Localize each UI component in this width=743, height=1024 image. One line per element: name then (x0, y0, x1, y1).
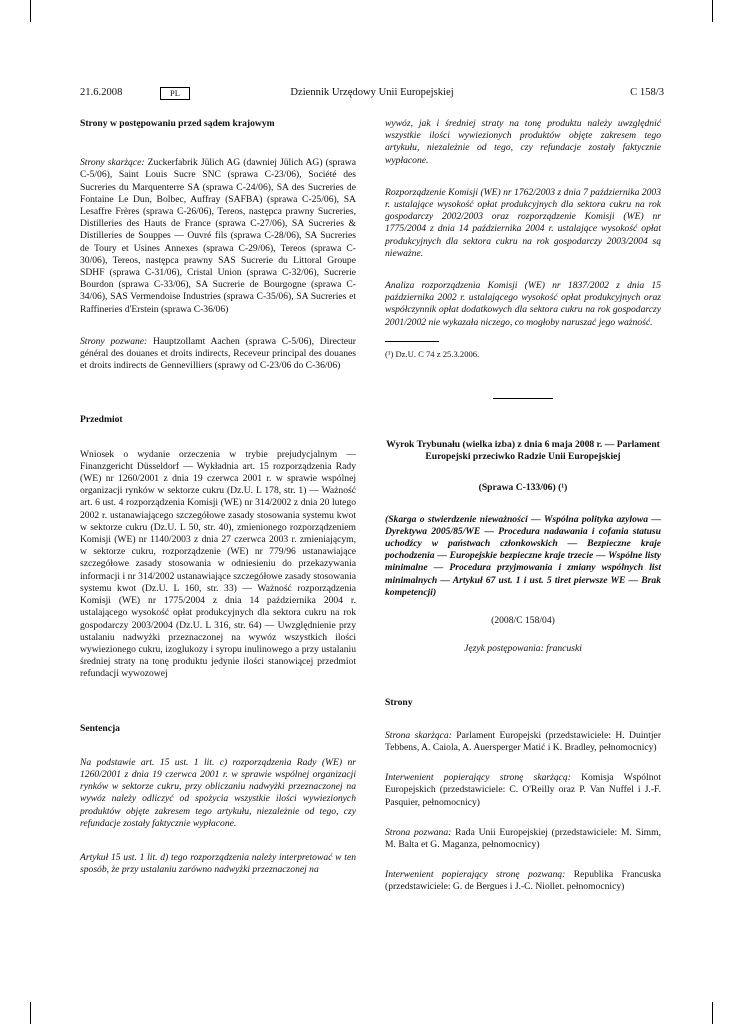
applicant-paragraph (385, 730, 661, 754)
heading-parties: Strony w postępowaniu przed sądem krajowym (80, 118, 275, 129)
claimants-label: Strony skarżące: (80, 157, 145, 169)
left-column (80, 118, 356, 876)
defendant-text: Rada Unii Europejskiej (przedstawiciele: M. Simm, M. Balta et G. Maganza, pełnomocnicy) (385, 826, 661, 850)
intervener-applicant-text: Komisja Wspólnot Europejskich (przedstawiciele: C. O'Reilly oraz P. Van Nuffel i J.-F. Pasquier, pełnomocnicy) (385, 772, 661, 808)
sentence-paragraph-1: Na podstawie art. 15 ust. 1 lit. c) rozporządzenia Rady (WE) nr 1260/2001 z dnia 19 czerwca 2001 r. w sprawie wspólnej organizacji rynków w sektorze cukru, przy obliczaniu nadwyżki przeznaczonej na wywóz należy odliczyć od spożycia wszystkie ilości wywiezionych produktów objęte zakresem tego artykułu, niezależnie od tego, czy refundacje zostały faktycznie wypłacone. (80, 756, 356, 829)
claimants-paragraph (80, 157, 356, 316)
defendants-label: Strony pozwane: (80, 335, 148, 347)
case-number: (Sprawa C-133/06) (¹) (478, 482, 568, 494)
applicant-text: Parlament Europejski (przedstawiciele: H. Duintjer Tebbens, A. Caiola, A. Auersperger Matić i K. Bradley, pełnomocnicy) (385, 729, 662, 753)
footnote: (¹) Dz.U. C 74 z 25.3.2006. (385, 348, 480, 359)
applicant-label: Strona skarżąca: (385, 729, 452, 741)
continued-paragraph-2: Rozporządzenie Komisji (WE) nr 1762/2003 z dnia 7 października 2003 r. ustalające wysokość opłat produkcyjnych dla sektora cukru na rok gospodarczy 2002/2003 oraz rozporządzenie Komisji (WE) nr 1775/2004 z dnia 14 października 2004 r. ustalające wysokość opłat produkcyjnych dla sektora cukru na rok gospodarczy 2003/2004 są nieważne. (385, 186, 661, 259)
crop-mark (712, 0, 713, 22)
heading-subject: Przedmiot (80, 414, 123, 426)
intervener-defendant-label: Interwenient popierający stronę pozwaną: (385, 869, 566, 881)
defendant-paragraph (385, 827, 661, 851)
intervener-applicant-paragraph (385, 772, 661, 809)
heading-sentence: Sentencja (80, 722, 120, 734)
defendants-text: Hauptzollamt Aachen (sprawa C-5/06), Directeur général des douanes et droits indirects, Receveur principal des douanes et droits indirects de Gennevilliers (sprawy od C-23/06 do C-36/06) (80, 335, 356, 372)
continued-paragraph-1: wywóz, jak i średniej straty na tonę produktu należy uwzględnić wszystkie ilości wywiezionych produktów objęte zakresem tego artykułu, niezależnie od tego, czy refundacje zostały faktycznie wypłacone. (385, 118, 661, 166)
publication-date: 21.6.2008 (80, 87, 123, 98)
section-divider (493, 398, 553, 399)
language-badge: PL (160, 87, 190, 100)
crop-mark (712, 1002, 713, 1024)
judgment-title: Wyrok Trybunału (wielka izba) z dnia 6 maja 2008 r. — Parlament Europejski przeciwko Radzie Unii Europejskiej (386, 439, 660, 463)
right-column (385, 118, 661, 894)
crop-mark (30, 0, 31, 22)
continued-paragraph-3: Analiza rozporządzenia Komisji (WE) nr 1837/2002 z dnia 15 października 2002 r. ustalającego wysokość opłat produkcyjnych oraz współczynnik opłat dodatkowych dla sektora cukru na rok gospodarczy 2001/2002 nie wykazała niczego, co mogłoby naruszać jego ważność. (385, 280, 661, 328)
intervener-applicant-label: Interwenient popierający stronę skarżącą: (385, 772, 571, 784)
footnote-rule (385, 341, 439, 342)
case-keywords: (Skarga o stwierdzenie nieważności — Wspólna polityka azylowa — Dyrektywa 2005/85/WE — Procedura nadawania i cofania statusu uchodźcy w państwach członkowskich — Bezpieczne kraje pochodzenia — Europejskie bezpieczne kraje trzecie — Wspólne listy minimalne — Procedura przyjmowania i zmiany wspólnych list minimalnych — Artykuł 67 ust. 1 i ust. 5 tiret pierwsze WE — Brak kompetencji) (385, 513, 661, 598)
subject-text: Wniosek o wydanie orzeczenia w trybie prejudycjalnym — Finanzgericht Düsseldorf — Wykładnia art. 15 rozporządzenia Rady (WE) nr 1260/2001 z dnia 19 czerwca 2001 r. w sprawie wspólnej organizacji rynków w sektorze cukru (Dz.U. L 178, str. 1) — Ważność art. 6 ust. 4 rozporządzenia Komisji (WE) nr 314/2002 z dnia 20 lutego 2002 r. ustanawiającego szczegółowe zasady stosowania systemu kwot w sektorze cukru (Dz.U. L 50, str. 40), zmienionego rozporządzeniem Komisji (WE) nr 1140/2003 z dnia 27 czerwca 2003 r. zmieniającym, w sektorze cukru, rozporządzenie (WE) nr 779/96 ustanawiające szczegółowe zasady stosowania w odniesieniu do przekazywania informacji i nr 314/2002 ustanawiające szczegółowe zasady stosowania systemu kwot (Dz.U. L 160, str. 33) — Ważność rozporządzenia Komisji (WE) nr 1775/2004 z dnia 14 października 2004 r. ustalającego wysokość opłat produkcyjnych dla sektora cukru na rok gospodarczy 2003/2004 (Dz.U. L 316, str. 64) — Uwzględnienie przy ustalaniu nadwyżki przeznaczonej na wywóz wszystkich ilości wywiezionego cukru, izoglukozy i syropu inulinowego a przy ustalaniu średniej straty na tonę produktu jedynie ilości stanowiącej przedmiot refundacji wywozowej (80, 448, 356, 680)
defendants-paragraph (80, 336, 356, 373)
oj-reference: (2008/C 158/04) (491, 615, 555, 627)
intervener-defendant-paragraph (385, 869, 661, 893)
page-header (80, 87, 664, 103)
crop-mark (30, 1002, 31, 1024)
defendant-label: Strona pozwana: (385, 826, 452, 838)
heading-parties-right: Strony (385, 697, 413, 709)
page-number: C 158/3 (630, 87, 664, 98)
intervener-defendant-text: Republika Francuska (przedstawiciele: G. de Bergues i J.-C. Niollet. pełnomocnicy) (385, 869, 661, 893)
claimants-text: Zuckerfabrik Jülich AG (dawniej Jülich AG) (sprawa C-5/06), Saint Louis Sucre SNC (sprawa C-23/06), Société des Sucreries du Marquenterre SA (sprawa C-24/06), SA des Sucreries de Fontaine Le Dun, Bolbec, Auffray (SAFBA) (sprawa C-25/06), SA Lesaffre Frères (sprawa C-26/06), Tereos, następca prawny Sucreries, Distilleries des Hauts de France (sprawa C-27/06), SA Sucreries & Distilleries de Souppes — Ouvré fils (sprawa C-28/06), SA Sucreries de Toury et Usines Annexes (sprawa C-29/06), Tereos (sprawa C-30/06), Tereos, następca prawny SAS Sucrerie du Littoral Groupe SDHF (sprawa C-31/06), Cristal Union (sprawa C-32/06), Sucrerie Bourdon (sprawa C-33/06), SA Sucrerie de Bourgogne (sprawa C-34/06), SAS Vermendoise Industries (sprawa C-35/06), SA Sucreries et Raffineries d'Erstein (sprawa C-36/06) (80, 157, 356, 315)
journal-title: Dziennik Urzędowy Unii Europejskiej (290, 87, 454, 98)
sentence-paragraph-2: Artykuł 15 ust. 1 lit. d) tego rozporządzenia należy interpretować w ten sposób, że przy ustalaniu zarówno nadwyżki przeznaczonej na (80, 851, 356, 876)
procedure-language: Język postępowania: francuski (464, 643, 582, 655)
